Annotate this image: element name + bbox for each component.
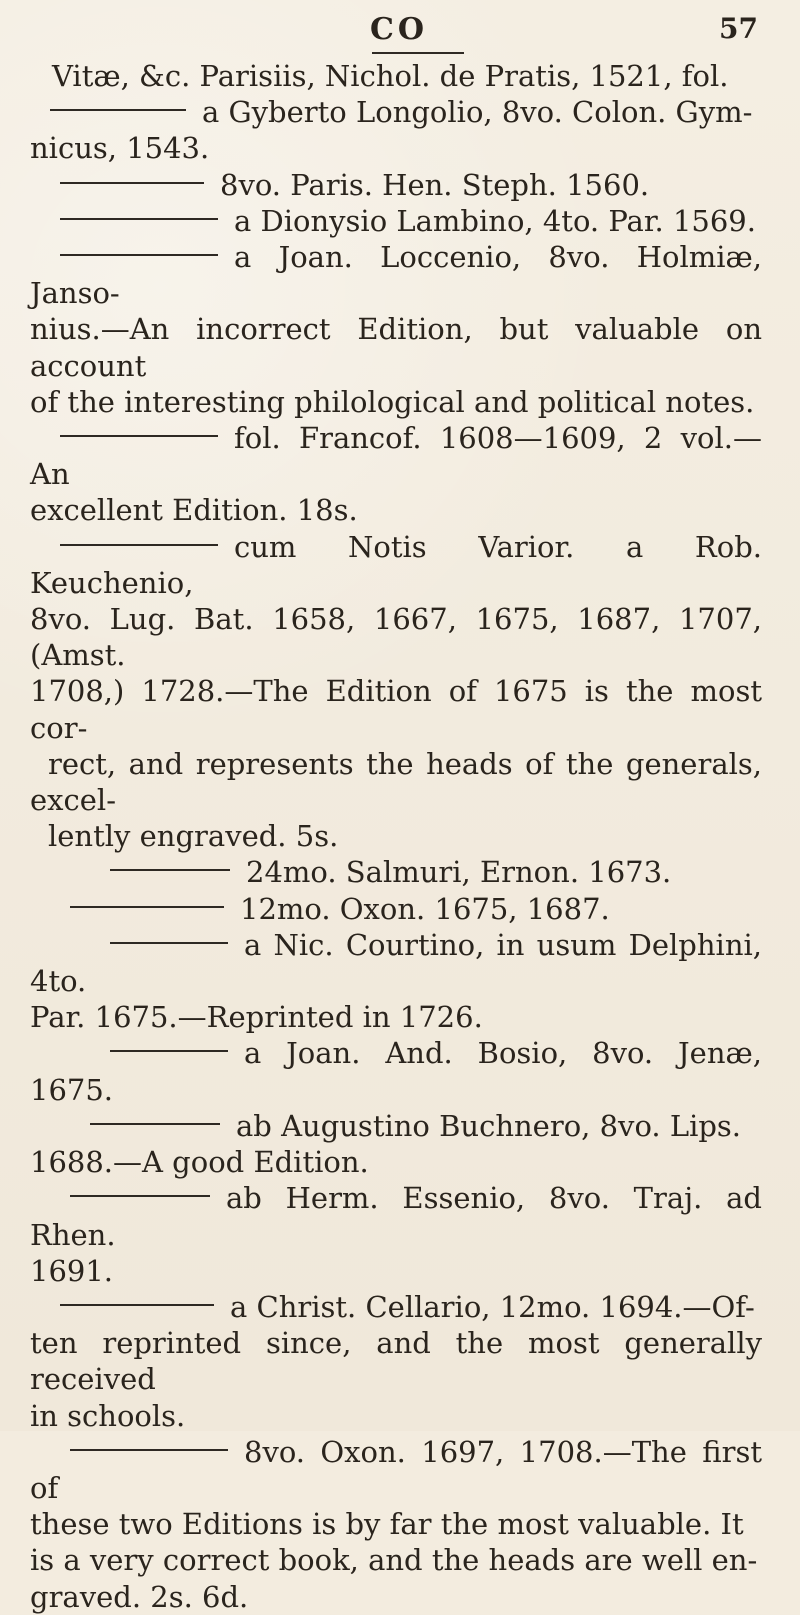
ditto-rule (110, 869, 230, 871)
entry-line: cum Notis Varior. a Rob. Keuchenio, (30, 529, 762, 600)
entry-line: ten reprinted since, and the most generally received (30, 1326, 762, 1397)
ditto-rule (60, 182, 204, 184)
entry-lambino (30, 203, 762, 239)
entry-line: a Nic. Courtino, in usum Delphini, 4to. (30, 927, 762, 999)
entry-loccenio (30, 239, 762, 420)
entry-oxon-1697 (30, 1434, 762, 1615)
ditto-rule (60, 544, 218, 546)
entry-essenio (30, 1180, 762, 1289)
entry-line: fol. Francof. 1608—1609, 2 vol.—An (30, 421, 762, 492)
entry-line: nicus, 1543. (30, 131, 210, 166)
entry-line: these two Editions is by far the most valuable. It (30, 1507, 744, 1542)
entry-line: lently engraved. 5s. (48, 819, 339, 854)
ditto-rule (60, 1304, 214, 1306)
entry-line: ab Augustino Buchnero, 8vo. Lips. (236, 1108, 742, 1143)
entry-keuchenio (30, 529, 762, 855)
bibliography-text (30, 58, 762, 1615)
entry-line: rect, and represents the heads of the generals, excel- (30, 746, 762, 818)
entry-line: 8vo. Paris. Hen. Steph. 1560. (220, 167, 650, 202)
entry-line: 8vo. Oxon. 1697, 1708.—The first of (30, 1434, 762, 1505)
entry-francof (30, 420, 762, 529)
entry-longolio (30, 94, 762, 166)
entry-line: 8vo. Lug. Bat. 1658, 1667, 1675, 1687, 1707, (Amst. (30, 602, 762, 673)
ditto-rule (60, 218, 218, 220)
entry-cellario (30, 1289, 762, 1434)
ditto-rule (70, 1449, 228, 1451)
signature-rule (372, 52, 464, 54)
entry-vitae (30, 58, 762, 94)
entry-line: a Joan. And. Bosio, 8vo. Jenæ, 1675. (30, 1036, 762, 1107)
entry-line: a Dionysio Lambino, 4to. Par. 1569. (234, 203, 756, 238)
entry-line: graved. 2s. 6d. (30, 1579, 249, 1614)
entry-line: excellent Edition. 18s. (30, 493, 358, 528)
entry-steph (30, 167, 762, 203)
ditto-rule (110, 942, 228, 944)
entry-line: Vitæ, &c. Parisiis, Nichol. de Pratis, 1521, fol. (52, 59, 729, 93)
page-number: 57 (719, 12, 758, 45)
entry-line: a Joan. Loccenio, 8vo. Holmiæ, Janso- (30, 240, 762, 311)
entry-bosio (30, 1035, 762, 1107)
entry-salmuri (30, 854, 762, 890)
entry-line: 12mo. Oxon. 1675, 1687. (240, 891, 610, 926)
ditto-rule (70, 1195, 210, 1197)
entry-line: a Christ. Cellario, 12mo. 1694.—Of- (230, 1289, 755, 1324)
signature-mark: CO (370, 12, 429, 47)
entry-line: ab Herm. Essenio, 8vo. Traj. ad Rhen. (30, 1181, 762, 1252)
entry-line: 1688.—A good Edition. (30, 1145, 369, 1180)
entry-buchnero (30, 1108, 762, 1180)
entry-line: 1691. (30, 1253, 114, 1288)
entry-line: 24mo. Salmuri, Ernon. 1673. (246, 855, 672, 890)
entry-line: is a very correct book, and the heads are well en- (30, 1543, 758, 1578)
ditto-rule (90, 1123, 220, 1125)
ditto-rule (60, 254, 218, 256)
entry-line: Par. 1675.—Reprinted in 1726. (30, 1000, 483, 1035)
entry-line: a Gyberto Longolio, 8vo. Colon. Gym- (202, 95, 753, 130)
ditto-rule (60, 435, 218, 437)
entry-courtino (30, 927, 762, 1036)
entry-line: nius.—An incorrect Edition, but valuable on account (30, 312, 762, 383)
ditto-rule (70, 906, 224, 908)
entry-line: in schools. (30, 1398, 186, 1433)
page-header (30, 12, 762, 50)
ditto-rule (110, 1050, 228, 1052)
entry-line: of the interesting philological and political notes. (30, 384, 755, 419)
entry-oxon (30, 891, 762, 927)
entry-line: 1708,) 1728.—The Edition of 1675 is the most cor- (30, 674, 762, 745)
ditto-rule (50, 109, 186, 111)
